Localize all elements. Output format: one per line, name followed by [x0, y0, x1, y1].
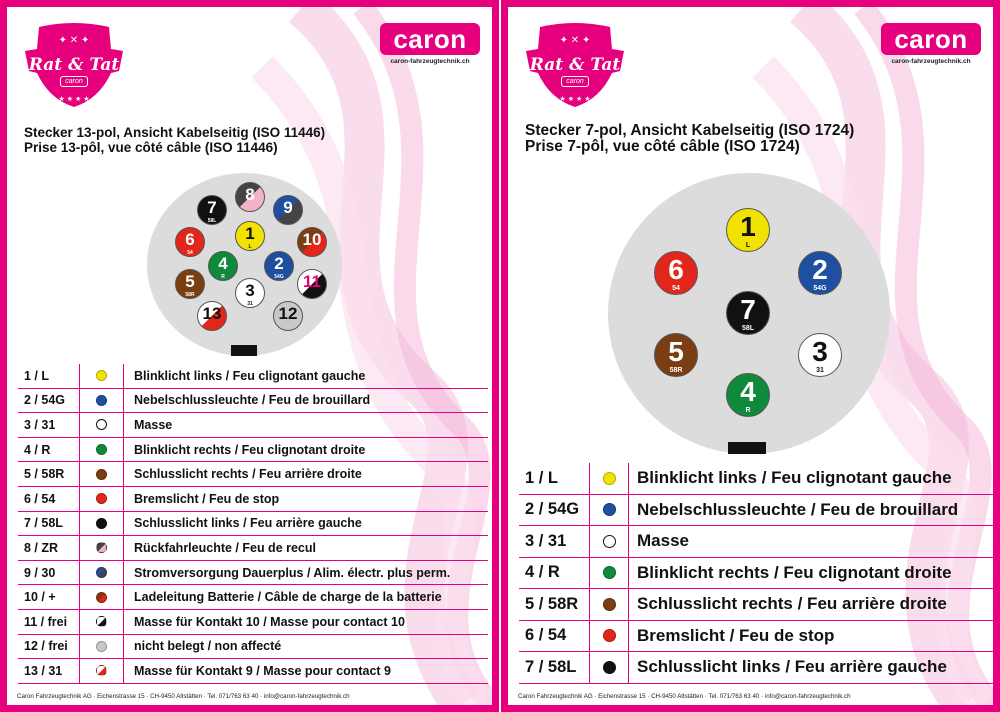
- svg-text:★ ★ ★ ★: ★ ★ ★ ★: [559, 96, 591, 103]
- badge-title: Rat & Tat: [529, 55, 621, 75]
- table-row: [18, 413, 488, 438]
- svg-text:✦ ✕ ✦: ✦ ✕ ✦: [58, 35, 90, 46]
- badge-title: Rat & Tat: [28, 55, 120, 75]
- wire-color-cell: [79, 635, 124, 659]
- pin-code: 11 / frei: [24, 614, 68, 629]
- svg-text:✦ ✕ ✦: ✦ ✕ ✦: [559, 35, 591, 46]
- wire-color-cell: [79, 364, 124, 388]
- table-row: [519, 558, 995, 590]
- brand-url: caron-fahrzeugtechnik.ch: [390, 58, 470, 65]
- pin-code: 5 / 58R: [525, 594, 579, 613]
- wire-color-dot-icon: [603, 566, 616, 579]
- wire-color-dot-icon: [96, 542, 107, 553]
- rat-tat-badge: [520, 19, 630, 109]
- pin-description: Blinklicht rechts / Feu clignotant droite: [134, 442, 366, 457]
- wire-color-cell: [79, 413, 124, 437]
- brand-name: caron: [881, 23, 981, 55]
- wire-color-dot-icon: [96, 493, 107, 504]
- pin-code: 6 / 54: [525, 626, 567, 645]
- pin-description: Schlusslicht links / Feu arrière gauche: [637, 657, 947, 677]
- wire-color-dot-icon: [96, 518, 107, 529]
- pin-description: Bremslicht / Feu de stop: [637, 625, 835, 645]
- wire-color-cell: [79, 462, 124, 486]
- wire-color-cell: [589, 495, 629, 526]
- pin-description: Schlusslicht rechts / Feu arrière droite: [134, 467, 362, 482]
- wire-color-cell: [589, 621, 629, 652]
- wire-color-dot-icon: [603, 598, 616, 611]
- title-fr: Prise 13-pôl, vue côté câble (ISO 11446): [24, 140, 278, 155]
- wire-color-cell: [79, 438, 124, 462]
- wire-color-cell: [79, 659, 124, 683]
- badge-subtitle: caron: [561, 76, 589, 87]
- pin-description: Ladeleitung Batterie / Câble de charge de la batterie: [134, 590, 442, 605]
- pin-description: Nebelschlussleuchte / Feu de brouillard: [134, 393, 371, 408]
- title-de: Stecker 7-pol, Ansicht Kabelseitig (ISO 1724): [525, 122, 855, 139]
- wire-color-dot-icon: [96, 370, 107, 381]
- wire-color-cell: [589, 526, 629, 557]
- pin-12: 12: [273, 301, 303, 331]
- pin-description: Schlusslicht links / Feu arrière gauche: [134, 516, 362, 531]
- pin-code: 2 / 54G: [24, 393, 65, 408]
- sheet-7-pin: [501, 0, 1000, 712]
- wire-color-cell: [589, 652, 629, 683]
- pin-3: 3 31: [235, 278, 265, 308]
- pin-7: 7 58L: [726, 291, 770, 335]
- pin-code: 5 / 58R: [24, 467, 65, 482]
- pin-code: 1 / L: [24, 368, 50, 383]
- table-row: [18, 487, 488, 512]
- pin-code: 13 / 31: [24, 663, 63, 678]
- wire-color-dot-icon: [96, 616, 107, 627]
- socket-key-notch: [231, 345, 257, 356]
- wire-color-dot-icon: [603, 661, 616, 674]
- pin-description: Masse für Kontakt 10 / Masse pour contact 10: [134, 614, 405, 629]
- table-row: [18, 462, 488, 487]
- pin-description: Masse: [134, 417, 173, 432]
- pin-5: 5 58R: [654, 333, 698, 377]
- page-title: [525, 123, 854, 155]
- pin-code: 7 / 58L: [24, 516, 63, 531]
- socket-7-pin-diagram: [608, 173, 890, 454]
- table-row: [18, 364, 488, 389]
- pin-5: 5 58R: [175, 269, 205, 299]
- socket-key-notch: [728, 442, 766, 454]
- pin-1: 1 L: [726, 208, 770, 252]
- wire-color-cell: [589, 463, 629, 494]
- pin-description: Masse für Kontakt 9 / Masse pour contact 9: [134, 663, 392, 678]
- wire-color-dot-icon: [603, 472, 616, 485]
- title-fr: Prise 7-pôl, vue côté câble (ISO 1724): [525, 138, 800, 155]
- pin-4: 4 R: [208, 251, 238, 281]
- page-title: [24, 125, 325, 155]
- pin-3: 3 31: [798, 333, 842, 377]
- pin-6: 6 54: [654, 251, 698, 295]
- pin-assignment-table-7: [519, 463, 995, 684]
- pin-6: 6 54: [175, 227, 205, 257]
- rat-tat-badge: [19, 19, 129, 109]
- wire-color-cell: [79, 512, 124, 536]
- wire-color-dot-icon: [96, 592, 107, 603]
- pin-4: 4 R: [726, 373, 770, 417]
- wire-color-dot-icon: [96, 419, 107, 430]
- wire-color-cell: [589, 558, 629, 589]
- pin-description: Blinklicht rechts / Feu clignotant droite: [637, 562, 952, 582]
- caron-logo: [881, 23, 981, 65]
- pin-2: 2 54G: [798, 251, 842, 295]
- sheet-13-pin: [0, 0, 499, 712]
- pin-code: 4 / R: [525, 563, 560, 582]
- brand-url: caron-fahrzeugtechnik.ch: [891, 58, 971, 65]
- table-row: [519, 463, 995, 495]
- wire-color-dot-icon: [603, 629, 616, 642]
- wire-color-dot-icon: [96, 469, 107, 480]
- pin-11: 11: [297, 269, 327, 299]
- table-row: [519, 652, 995, 684]
- wire-color-cell: [589, 589, 629, 620]
- wire-color-dot-icon: [96, 567, 107, 578]
- pin-description: Stromversorgung Dauerplus / Alim. électr. plus perm.: [134, 565, 451, 580]
- wire-color-dot-icon: [96, 395, 107, 406]
- pin-1: 1 L: [235, 221, 265, 251]
- table-row: [18, 585, 488, 610]
- wire-color-dot-icon: [96, 665, 107, 676]
- badge-subtitle: caron: [60, 76, 88, 87]
- table-row: [18, 438, 488, 463]
- table-row: [18, 659, 488, 684]
- table-row: [18, 536, 488, 561]
- pin-code: 6 / 54: [24, 491, 56, 506]
- table-row: [519, 495, 995, 527]
- table-row: [519, 621, 995, 653]
- pin-description: nicht belegt / non affecté: [134, 639, 282, 654]
- footer-address: Caron Fahrzeugtechnik AG · Eichenstrasse 15 · CH-9450 Altstätten · Tel. 071/763 63 40 · info@caron-fahrzeugtechnik.ch: [518, 693, 851, 700]
- pin-code: 4 / R: [24, 442, 51, 457]
- pin-code: 8 / ZR: [24, 540, 59, 555]
- pin-description: Blinklicht links / Feu clignotant gauche: [637, 468, 952, 488]
- table-row: [519, 526, 995, 558]
- pin-code: 2 / 54G: [525, 500, 580, 519]
- pin-description: Nebelschlussleuchte / Feu de brouillard: [637, 499, 959, 519]
- wire-color-cell: [79, 389, 124, 413]
- pin-13: 13: [197, 301, 227, 331]
- pin-description: Blinklicht links / Feu clignotant gauche: [134, 368, 366, 383]
- pin-code: 12 / frei: [24, 639, 68, 654]
- pin-code: 3 / 31: [24, 417, 56, 432]
- pin-description: Rückfahrleuchte / Feu de recul: [134, 540, 316, 555]
- table-row: [519, 589, 995, 621]
- wire-color-dot-icon: [603, 503, 616, 516]
- pin-8: 8: [235, 182, 265, 212]
- wire-color-cell: [79, 536, 124, 560]
- pin-7: 7 58L: [197, 195, 227, 225]
- table-row: [18, 610, 488, 635]
- table-row: [18, 561, 488, 586]
- brand-name: caron: [380, 23, 480, 55]
- pin-code: 1 / L: [525, 468, 559, 487]
- table-row: [18, 635, 488, 660]
- svg-text:★ ★ ★ ★: ★ ★ ★ ★: [58, 96, 90, 103]
- wire-color-dot-icon: [603, 535, 616, 548]
- title-de: Stecker 13-pol, Ansicht Kabelseitig (ISO 11446): [24, 125, 326, 140]
- pin-assignment-table-13: [18, 364, 488, 684]
- wire-color-dot-icon: [96, 641, 107, 652]
- wire-color-cell: [79, 487, 124, 511]
- pin-code: 9 / 30: [24, 565, 56, 580]
- footer-address: Caron Fahrzeugtechnik AG · Eichenstrasse 15 · CH-9450 Altstätten · Tel. 071/763 63 40 · info@caron-fahrzeugtechnik.ch: [17, 693, 350, 700]
- wire-color-dot-icon: [96, 444, 107, 455]
- socket-13-pin-diagram: [147, 173, 342, 356]
- pin-9: 9: [273, 195, 303, 225]
- pin-10: 10: [297, 227, 327, 257]
- pin-description: Masse: [637, 531, 689, 551]
- pin-description: Schlusslicht rechts / Feu arrière droite: [637, 594, 947, 614]
- wire-color-cell: [79, 585, 124, 609]
- pin-description: Bremslicht / Feu de stop: [134, 491, 280, 506]
- table-row: [18, 389, 488, 414]
- wire-color-cell: [79, 610, 124, 634]
- pin-code: 10 / +: [24, 590, 56, 605]
- wire-color-cell: [79, 561, 124, 585]
- pin-code: 7 / 58L: [525, 657, 577, 676]
- caron-logo: [380, 23, 480, 65]
- pin-2: 2 54G: [264, 251, 294, 281]
- pin-code: 3 / 31: [525, 531, 567, 550]
- table-row: [18, 512, 488, 537]
